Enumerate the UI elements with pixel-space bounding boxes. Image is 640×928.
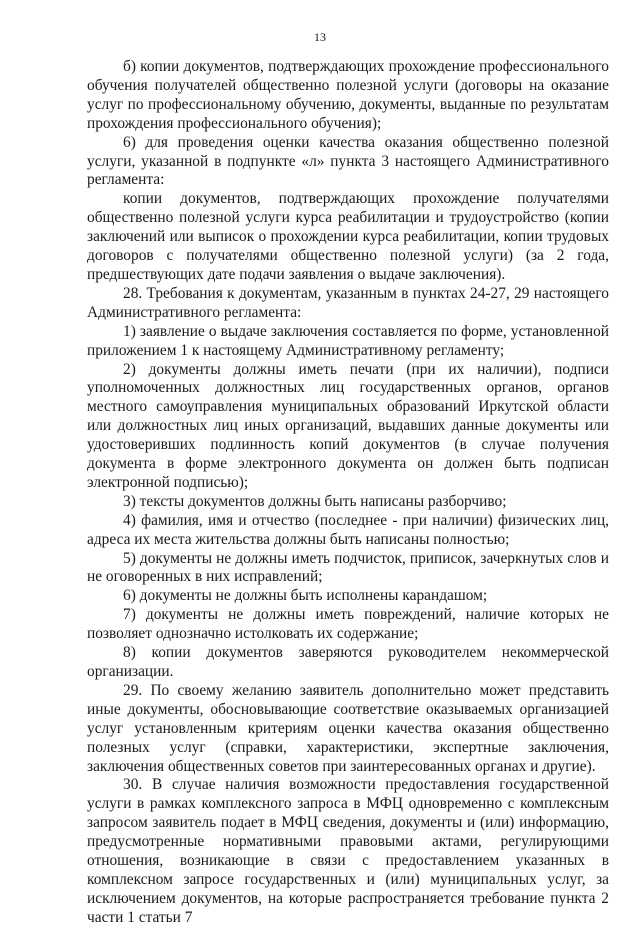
paragraph-29: 29. По своему желанию заявитель дополнительно может представить иные документы, обосновывающие соответствие оказываемых организацией услуг установленным критериям оценки качества оказания общественно полезных услуг (справки, характеристики, экспертные заключения, заключения общественных советов при заинтересованных органах и другие).	[87, 681, 609, 775]
paragraph-28-item-1: 1) заявление о выдаче заключения составляется по форме, установленной приложением 1 к настоящему Административному регламенту;	[87, 322, 609, 359]
paragraph-30: 30. В случае наличия возможности предоставления государственной услуги в рамках комплексного запроса в МФЦ одновременно с комплексным запросом заявитель подает в МФЦ сведения, документы и (или) информацию, предусмотренные нормативными правовыми актами, регулирующими отношения, возникающие в связи с предоставлением указанных в комплексном запросе государственных и (или) муниципальных услуг, за исключением документов, на которые распространяется требование пункта 2 части 1 статьи 7	[87, 776, 609, 926]
paragraph-5b: б) копии документов, подтверждающих прохождение профессионального обучения получателей общественно полезной услуги (договоры на оказание услуг по профессиональному обучению, документы, выданные по результатам прохождения профессионального обучения);	[87, 58, 609, 132]
paragraph-6: 6) для проведения оценки качества оказания общественно полезной услуги, указанной в подпункте «л» пункта 3 настоящего Административного регламента:	[87, 133, 609, 189]
paragraph-6-copies: копии документов, подтверждающих прохождение получателями общественно полезной услуги курса реабилитации и трудоустройство (копии заключений или выписок о прохождении курса реабилитации, копии трудовых договоров с получателями общественно полезной услуги) (за 2 года, предшествующих дате подачи заявления о выдаче заключения).	[87, 190, 609, 283]
paragraph-28-item-7: 7) документы не должны иметь повреждений, наличие которых не позволяет однозначно истолковать их содержание;	[87, 606, 609, 643]
page-number: 13	[314, 30, 326, 44]
paragraph-28-item-8: 8) копии документов заверяются руководителем некоммерческой организации.	[87, 644, 609, 680]
paragraph-28-item-5: 5) документы не должны иметь подчисток, приписок, зачеркнутых слов и не оговоренных в них исправлений;	[87, 549, 609, 586]
document-body	[87, 58, 609, 928]
paragraph-28-item-3: 3) тексты документов должны быть написаны разборчиво;	[123, 492, 507, 510]
paragraph-28-item-2: 2) документы должны иметь печати (при их наличии), подписи уполномоченных должностных лиц государственных органов, органов местного самоуправления муниципальных образований Иркутской области или должностных лиц иных организаций, выдавших данные документы или удостоверивших подлинность копий документов (в случае получения документа в форме электронного документа он должен быть подписан электронной подписью);	[87, 360, 609, 491]
paragraph-28-item-4: 4) фамилия, имя и отчество (последнее - при наличии) физических лиц, адреса их места жительства должны быть написаны полностью;	[87, 511, 609, 548]
paragraph-28: 28. Требования к документам, указанным в пунктах 24-27, 29 настоящего Административного регламента:	[87, 284, 609, 321]
paragraph-28-item-6: 6) документы не должны быть исполнены карандашом;	[123, 587, 488, 605]
